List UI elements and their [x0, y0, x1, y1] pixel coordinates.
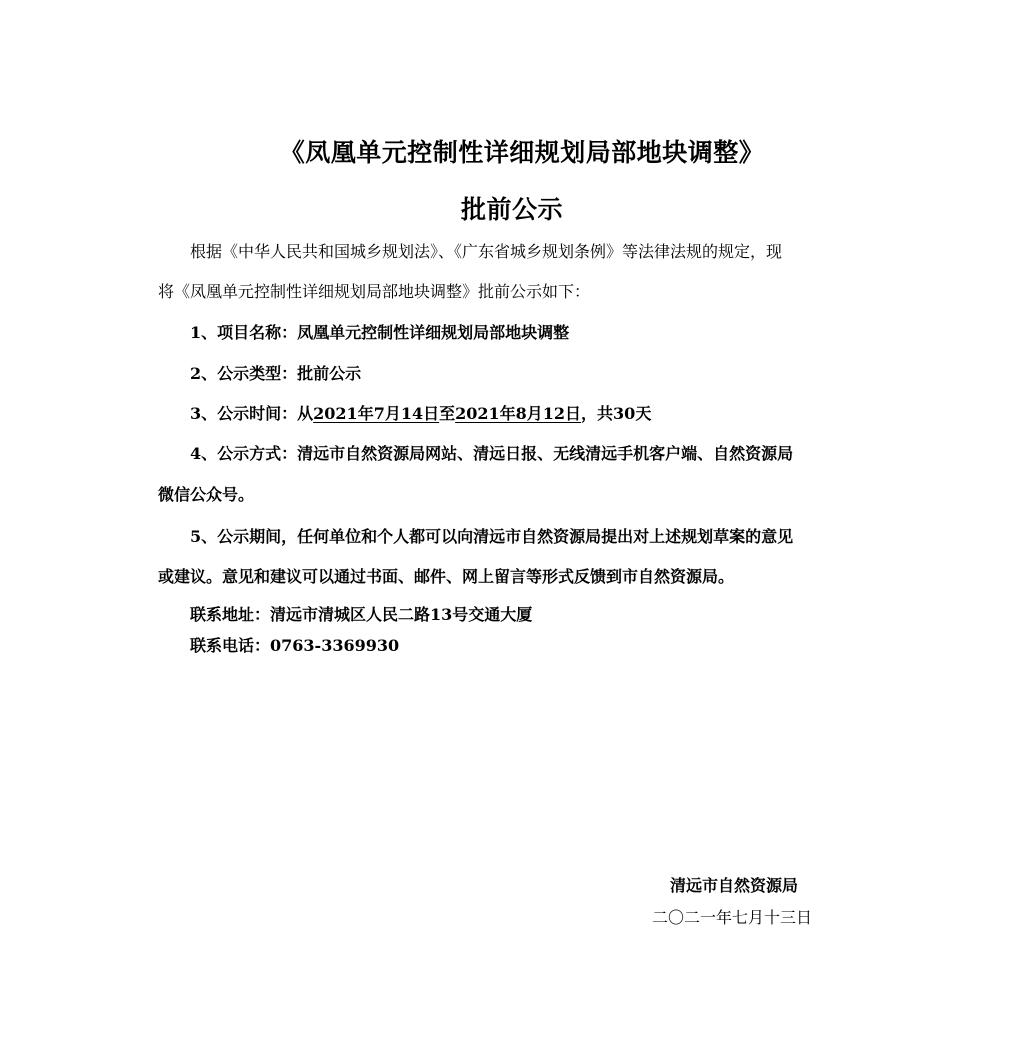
contact-address — [190, 605, 532, 625]
period-from-word: 从 — [297, 404, 314, 423]
intro-line-1: 根据《中华人民共和国城乡规划法》、《广东省城乡规划条例》等法律法规的规定，现 — [190, 242, 783, 261]
signature-date: 二〇二一年七月十三日 — [652, 908, 813, 927]
contact-address-label: 联系地址： — [190, 605, 271, 624]
item-notice-type — [190, 364, 361, 384]
period-duration: ，共30天 — [581, 404, 652, 423]
item-feedback-line-2: 或建议。意见和建议可以通过书面、邮件、网上留言等形式反馈到市自然资源局。 — [158, 567, 735, 586]
item-notice-method-line-1: 4、公示方式：清远市自然资源局网站、清远日报、无线清远手机客户端、自然资源局 — [190, 444, 794, 463]
contact-address-value: 清远市清城区人民二路13号交通大厦 — [270, 605, 533, 624]
document-subtitle: 批前公示 — [460, 195, 563, 224]
item-notice-method-line-2: 微信公众号。 — [158, 485, 255, 504]
contact-phone-label: 联系电话： — [190, 636, 271, 655]
document-title: 《凤凰单元控制性详细规划局部地块调整》 — [279, 138, 765, 167]
period-to-word: 至 — [439, 404, 456, 423]
item-notice-type-value: 批前公示 — [297, 364, 362, 383]
item-project-name — [190, 323, 569, 343]
signature-organization: 清远市自然资源局 — [670, 876, 799, 895]
item-feedback-line-1: 5、公示期间，任何单位和个人都可以向清远市自然资源局提出对上述规划草案的意见 — [190, 527, 794, 546]
period-start-date: 2021年7月14日 — [313, 404, 440, 423]
contact-phone-value: 0763-3369930 — [270, 636, 400, 655]
contact-phone — [190, 636, 399, 656]
item-project-name-label: 1、项目名称： — [190, 323, 298, 342]
item-notice-period-label: 3、公示时间： — [190, 404, 298, 423]
item-project-name-value: 凤凰单元控制性详细规划局部地块调整 — [297, 323, 570, 342]
item-notice-period — [190, 404, 651, 424]
intro-line-2: 将《凤凰单元控制性详细规划局部地块调整》批前公示如下： — [158, 282, 591, 301]
item-notice-type-label: 2、公示类型： — [190, 364, 298, 383]
period-end-date: 2021年8月12日 — [455, 404, 582, 423]
